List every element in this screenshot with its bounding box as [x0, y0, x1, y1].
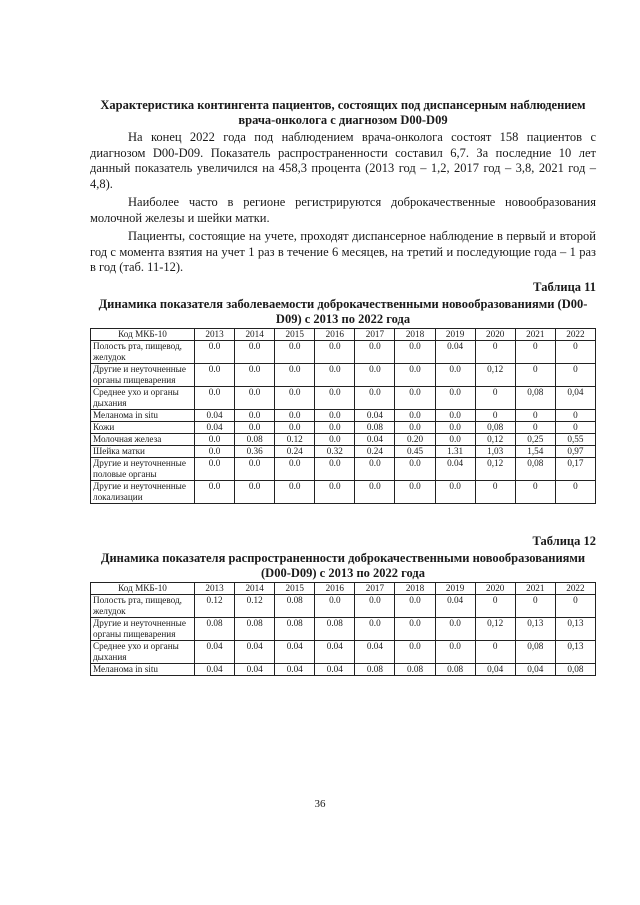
table-header-row	[91, 582, 596, 594]
column-header-year: 2014	[235, 328, 275, 340]
table-cell: 0.0	[395, 386, 435, 409]
table-cell: 0.0	[315, 594, 355, 617]
table-cell: 0.12	[195, 594, 235, 617]
table-cell: 0,13	[515, 617, 555, 640]
row-label: Меланома in situ	[91, 409, 195, 421]
table-cell: 0.04	[195, 640, 235, 663]
table-cell: 0	[475, 386, 515, 409]
row-label: Другие и неуточненные половые органы	[91, 457, 195, 480]
table-cell: 0.0	[195, 386, 235, 409]
table-cell: 0.04	[355, 409, 395, 421]
table-row	[91, 617, 596, 640]
table-cell: 0.0	[355, 363, 395, 386]
table-cell: 0.08	[235, 617, 275, 640]
table-cell: 0.0	[315, 433, 355, 445]
table-cell: 0.08	[395, 663, 435, 675]
table-cell: 0.32	[315, 445, 355, 457]
table-cell: 0.0	[315, 480, 355, 503]
table-cell: 0.0	[355, 340, 395, 363]
table-cell: 0.0	[395, 640, 435, 663]
column-header-year: 2020	[475, 328, 515, 340]
table-cell: 0.04	[435, 594, 475, 617]
table-row	[91, 340, 596, 363]
table-row	[91, 480, 596, 503]
table-cell: 0.0	[395, 457, 435, 480]
table-row	[91, 457, 596, 480]
table-cell: 0	[515, 594, 555, 617]
table-cell: 0.0	[275, 457, 315, 480]
table-cell: 0.0	[275, 363, 315, 386]
table-row	[91, 421, 596, 433]
table-11-label: Таблица 11	[533, 279, 596, 294]
table-cell: 0.12	[235, 594, 275, 617]
table-cell: 0.0	[395, 480, 435, 503]
table-cell: 0,12	[475, 617, 515, 640]
table-cell: 0	[555, 594, 595, 617]
table-cell: 0.0	[315, 421, 355, 433]
table-cell: 0.0	[275, 421, 315, 433]
table-cell: 0.0	[235, 340, 275, 363]
page-number: 36	[314, 798, 326, 810]
table-cell: 1,54	[515, 445, 555, 457]
table-row	[91, 433, 596, 445]
table-cell: 0	[515, 340, 555, 363]
table-header-row	[91, 328, 596, 340]
table-cell: 0	[475, 640, 515, 663]
table-cell: 0.04	[235, 663, 275, 675]
document-page	[90, 98, 596, 676]
table-cell: 0	[475, 409, 515, 421]
table-row	[91, 386, 596, 409]
column-header-year: 2022	[555, 328, 595, 340]
column-header-year: 2014	[235, 582, 275, 594]
table-cell: 0,12	[475, 457, 515, 480]
column-header-year: 2016	[315, 328, 355, 340]
table-12-title: Динамика показателя распространенности доброкачественными новообразованиями (D00-D09) с 2013 по 2022 года	[100, 550, 586, 580]
table-cell: 0.04	[355, 433, 395, 445]
table-12-label: Таблица 12	[532, 533, 596, 548]
column-header-year: 2022	[555, 582, 595, 594]
column-header-year: 2019	[435, 582, 475, 594]
table-cell: 0.0	[235, 457, 275, 480]
table-cell: 0.0	[435, 386, 475, 409]
table-cell: 0,08	[475, 421, 515, 433]
table-cell: 0	[475, 340, 515, 363]
table-cell: 0.04	[275, 640, 315, 663]
row-label: Молочная железа	[91, 433, 195, 445]
table-cell: 0.0	[315, 386, 355, 409]
paragraph-2: Наиболее часто в регионе регистрируются доброкачественные новообразования молочной железы и шейки матки.	[90, 195, 596, 225]
table-cell: 0.0	[395, 594, 435, 617]
row-label: Другие и неуточненные органы пищеварения	[91, 363, 195, 386]
table-row	[91, 363, 596, 386]
table-cell: 0.0	[195, 445, 235, 457]
table-cell: 0.24	[275, 445, 315, 457]
table-cell: 0	[555, 409, 595, 421]
table-cell: 0.0	[315, 409, 355, 421]
table-cell: 0,12	[475, 433, 515, 445]
table-cell: 0	[555, 363, 595, 386]
row-label: Полость рта, пищевод, желудок	[91, 594, 195, 617]
table-cell: 0	[515, 363, 555, 386]
table-cell: 1.31	[435, 445, 475, 457]
table-cell: 0.0	[435, 617, 475, 640]
table-cell: 0,97	[555, 445, 595, 457]
table-cell: 0.08	[355, 421, 395, 433]
table-cell: 0.0	[195, 457, 235, 480]
table-cell: 0.0	[395, 409, 435, 421]
table-cell: 0	[475, 594, 515, 617]
table-cell: 0.0	[275, 340, 315, 363]
table-11-title: Динамика показателя заболеваемости доброкачественными новообразованиями (D00-D09) с 2013 по 2022 года	[98, 296, 588, 326]
row-label: Полость рта, пищевод, желудок	[91, 340, 195, 363]
table-cell: 0.0	[195, 480, 235, 503]
table-cell: 0.0	[235, 363, 275, 386]
table-cell: 0	[555, 421, 595, 433]
table-cell: 0,04	[515, 663, 555, 675]
table-cell: 0	[515, 421, 555, 433]
table-cell: 0.0	[435, 409, 475, 421]
column-header-year: 2019	[435, 328, 475, 340]
table-cell: 0,25	[515, 433, 555, 445]
table-cell: 0.0	[195, 363, 235, 386]
table-row	[91, 663, 596, 675]
column-header-year: 2017	[355, 328, 395, 340]
column-header-year: 2016	[315, 582, 355, 594]
table-cell: 0,08	[555, 663, 595, 675]
table-cell: 0.04	[435, 340, 475, 363]
table-cell: 0.0	[395, 340, 435, 363]
table-row	[91, 640, 596, 663]
table-cell: 0.0	[195, 340, 235, 363]
row-label: Кожи	[91, 421, 195, 433]
table-cell: 0.04	[195, 663, 235, 675]
table-cell: 0,08	[515, 640, 555, 663]
column-header-code: Код МКБ-10	[91, 328, 195, 340]
row-label: Шейка матки	[91, 445, 195, 457]
table-cell: 0.04	[435, 457, 475, 480]
table-cell: 0.0	[435, 433, 475, 445]
table-cell: 0.0	[355, 617, 395, 640]
table-cell: 0.20	[395, 433, 435, 445]
table-cell: 0.0	[235, 480, 275, 503]
table-cell: 0.04	[235, 640, 275, 663]
table-cell: 0,04	[475, 663, 515, 675]
table-cell: 0,08	[515, 457, 555, 480]
table-cell: 0.0	[275, 480, 315, 503]
incidence-table	[90, 328, 596, 504]
table-cell: 0.24	[355, 445, 395, 457]
table-cell: 0.04	[195, 409, 235, 421]
table-cell: 0	[555, 480, 595, 503]
table-cell: 0	[515, 409, 555, 421]
table-cell: 0.08	[435, 663, 475, 675]
column-header-year: 2015	[275, 582, 315, 594]
table-cell: 0.08	[355, 663, 395, 675]
column-header-year: 2020	[475, 582, 515, 594]
column-header-year: 2021	[515, 328, 555, 340]
table-cell: 0.08	[275, 594, 315, 617]
table-cell: 0.0	[195, 433, 235, 445]
table-cell: 0.04	[275, 663, 315, 675]
table-cell: 0	[555, 340, 595, 363]
row-label: Среднее ухо и органы дыхания	[91, 386, 195, 409]
table-cell: 0.36	[235, 445, 275, 457]
table-cell: 0.0	[435, 640, 475, 663]
table-cell: 0.08	[235, 433, 275, 445]
table-cell: 0.04	[315, 640, 355, 663]
table-cell: 0.08	[195, 617, 235, 640]
table-cell: 0.04	[355, 640, 395, 663]
table-cell: 0.0	[275, 386, 315, 409]
table-cell: 0.12	[275, 433, 315, 445]
paragraph-3: Пациенты, состоящие на учете, проходят диспансерное наблюдение в первый и второй год с момента взятия на учет 1 раз в течение 6 месяцев, на третий и последующие года – 1 раз в год (таб. 11-12).	[90, 229, 596, 274]
table-cell: 0,13	[555, 640, 595, 663]
table-cell: 0.0	[315, 363, 355, 386]
column-header-year: 2018	[395, 328, 435, 340]
table-cell: 0.0	[235, 409, 275, 421]
table-cell: 0,12	[475, 363, 515, 386]
table-cell: 0,13	[555, 617, 595, 640]
table-cell: 0.0	[315, 457, 355, 480]
table-cell: 0	[475, 480, 515, 503]
column-header-year: 2018	[395, 582, 435, 594]
row-label: Меланома in situ	[91, 663, 195, 675]
section-heading: Характеристика контингента пациентов, состоящих под диспансерным наблюдением врача-онколога с диагнозом D00-D09	[100, 98, 586, 127]
column-header-year: 2015	[275, 328, 315, 340]
column-header-year: 2013	[195, 328, 235, 340]
table-cell: 0.0	[435, 421, 475, 433]
table-row	[91, 445, 596, 457]
table-cell: 1,03	[475, 445, 515, 457]
table-cell: 0.0	[315, 340, 355, 363]
table-cell: 0.04	[195, 421, 235, 433]
table-cell: 0.0	[355, 480, 395, 503]
table-cell: 0.0	[235, 421, 275, 433]
table-cell: 0.08	[315, 617, 355, 640]
column-header-year: 2013	[195, 582, 235, 594]
table-cell: 0.0	[435, 363, 475, 386]
table-cell: 0.0	[275, 409, 315, 421]
paragraph-1: На конец 2022 года под наблюдением врача-онколога состоят 158 пациентов с диагнозом D00-D09. Показатель распространенности составил 6,7. За последние 10 лет данный показатель увеличился на 458,3 процента (2013 год – 1,2, 2017 год – 3,8, 2021 год – 4,8).	[90, 130, 596, 191]
table-cell: 0.0	[435, 480, 475, 503]
table-cell: 0,04	[555, 386, 595, 409]
row-label: Другие и неуточненные органы пищеварения	[91, 617, 195, 640]
row-label: Среднее ухо и органы дыхания	[91, 640, 195, 663]
table-cell: 0.0	[355, 594, 395, 617]
table-cell: 0,55	[555, 433, 595, 445]
table-cell: 0.0	[355, 457, 395, 480]
table-cell: 0.0	[395, 421, 435, 433]
column-header-year: 2021	[515, 582, 555, 594]
table-cell: 0.0	[235, 386, 275, 409]
table-cell: 0.45	[395, 445, 435, 457]
column-header-year: 2017	[355, 582, 395, 594]
table-row	[91, 594, 596, 617]
row-label: Другие и неуточненные локализации	[91, 480, 195, 503]
column-header-code: Код МКБ-10	[91, 582, 195, 594]
table-cell: 0.08	[275, 617, 315, 640]
table-cell: 0.0	[395, 363, 435, 386]
table-cell: 0	[515, 480, 555, 503]
prevalence-table	[90, 582, 596, 676]
table-cell: 0,17	[555, 457, 595, 480]
table-cell: 0.0	[395, 617, 435, 640]
table-cell: 0.0	[355, 386, 395, 409]
table-cell: 0.04	[315, 663, 355, 675]
table-cell: 0,08	[515, 386, 555, 409]
table-row	[91, 409, 596, 421]
